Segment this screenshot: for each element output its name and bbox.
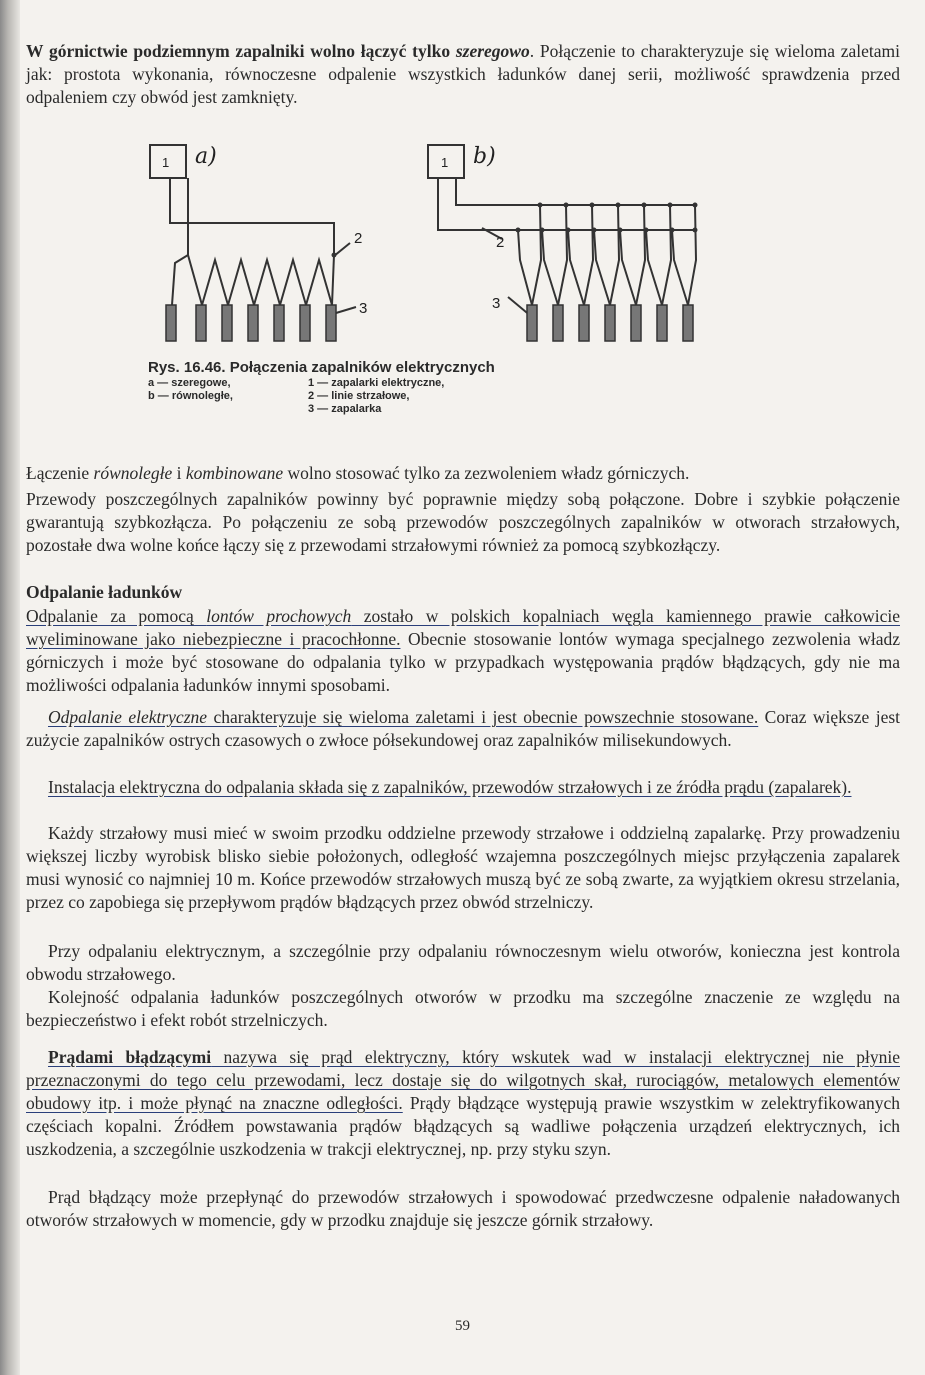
intro-paragraph [26, 40, 900, 109]
caption-legend-b: b — równoległe, [148, 390, 233, 402]
figure-letter-a: a) [195, 144, 217, 169]
box-label-a: 1 [162, 155, 170, 170]
intro-bold: W górnictwie podziemnym zapalniki wolno łączyć tylko [26, 41, 456, 61]
caption-legend-a: a — szeregowe, [148, 377, 231, 389]
paragraph-blaster: Każdy strzałowy musi mieć w swoim przodku oddzielne przewody strzałowe i oddzielną zapalarkę. Przy prowadzeniu większej liczby wyrobisk blisko siebie położonych, odległość wzajemna poszczególnych miejsc przyłączenia zapalarek musi wynosić co najmniej 10 m. Końce przewodów strzałowych muszą być ze sobą zwarte, za wyjątkiem okresu strzelania, przez co zapobiega się przepływom prądów błądzących przez obwód strzelniczy. [26, 823, 900, 912]
caption-legend-1: 1 — zapalarki elektryczne, [308, 377, 445, 389]
paragraph-order: Kolejność odpalania ładunków poszczególnych otworów w przodku ma szczególne znaczenie ze względu na bezpieczeństwo i efekt robót strzelniczych. [26, 987, 900, 1030]
label-2-b: 2 [496, 234, 505, 251]
paragraph-fuses: Odpalanie za pomocą lontów prochowych zostało w polskich kopalniach węgla kamiennego prawie całkowicie wyeliminowane jako niebezpieczne i pracochłonne. Obecnie stosowanie lontów wymaga specjalnego zezwolenia władz górniczych i może być stosowane do odpalania tylko w przypadkach występowania prądów błądzących, gdy nie ma możliwości odpalania ładunków innymi sposobami. [26, 606, 900, 695]
caption-legend-3: 3 — zapalarka [308, 403, 382, 415]
intro-rest: . Połączenie to charakteryzuje się wieloma zaletami jak: prostota wykonania, równoczesne odpalenie wszystkich ładunków danej serii, możliwość sprawdzenia przed odpaleniem czy obwód jest zamknięty. [26, 41, 901, 107]
section-heading: Odpalanie ładunków [26, 582, 183, 602]
paragraph-stray-currents: Prądami błądzącymi nazywa się prąd elektryczny, który wskutek wad w instalacji elektrycznej nie płynie przeznaczonymi do tego celu przewodami, lecz dostaje się do wilgotnych skał, rurociągów, metalowych elementów obudowy itp. i może płynąć na znaczne odległości. Prądy błądzące występują prawie wszystkim w zelektryfikowanych częściach kopalni. Źródłem powstawania prądów błądzących są wadliwe połączenia urządzeń elektrycznych, ich uszkodzenia, a szczególnie uszkodzenia w trakcji elektrycznej, np. przy styku szyn. [26, 1047, 900, 1159]
caption-legend-2: 2 — linie strzałowe, [308, 390, 410, 402]
box-label-b: 1 [441, 155, 449, 170]
paragraph-electric: Odpalanie elektryczne charakteryzuje się wieloma zaletami i jest obecnie powszechnie stosowane. Coraz większe jest zużycie zapalników ostrych czasowych o zwłoce półsekundowej oraz zapalników milisekundowych. [26, 707, 901, 750]
paragraph-installation: Instalacja elektryczna do odpalania składa się z zapalników, przewodów strzałowych i ze źródła prądu (zapalarek). [48, 777, 852, 797]
paragraph-stray-danger: Prąd błądzący może przepłynąć do przewodów strzałowych i spowodować przedwczesne odpalenie naładowanych otworów strzałowych w momencie, gdy w przodku znajduje się jeszcze górnik strzałowy. [26, 1187, 900, 1230]
caption-title: Rys. 16.46. Połączenia zapalników elektrycznych [148, 359, 495, 376]
paragraph-control: Przy odpalaniu elektrycznym, a szczególnie przy odpalaniu równoczesnym wielu otworów, konieczna jest kontrola obwodu strzałowego. [26, 941, 900, 984]
paragraph-connections: Łączenie równoległe i kombinowane wolno stosować tylko za zezwoleniem władz górniczych. [26, 463, 690, 483]
figure-circuit-diagram [140, 135, 720, 360]
label-2-a: 2 [354, 230, 363, 247]
paragraph-wires: Przewody poszczególnych zapalników powinny być poprawnie między sobą połączone. Dobre i szybkie połączenie gwarantują szybkozłącza. Po połączeniu ze sobą przewodów poszczególnych zapalników w otworach strzałowych, pozostałe dwa wolne końce łączy się z przewodami strzałowymi również za pomocą szybkozłączy. [26, 489, 900, 555]
figure-letter-b: b) [473, 144, 496, 169]
intro-bold-italic: szeregowo [455, 41, 530, 61]
label-3-a: 3 [359, 300, 368, 317]
page-number: 59 [455, 1318, 470, 1334]
label-3-b: 3 [492, 295, 501, 312]
figure-caption [148, 360, 668, 416]
